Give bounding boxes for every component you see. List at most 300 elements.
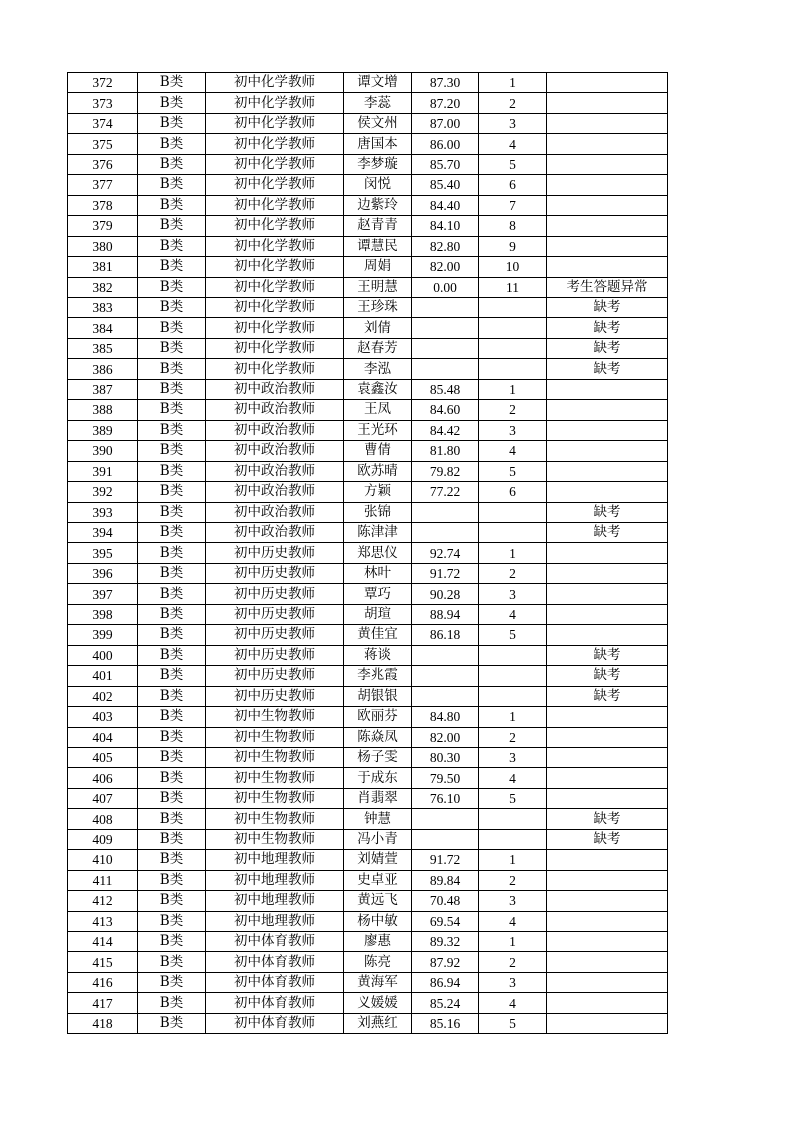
score-cell: 84.10 (412, 216, 479, 236)
category-cell: B类 (138, 604, 206, 624)
rank-cell: 8 (479, 216, 547, 236)
candidate-name-cell: 陈焱凤 (344, 727, 412, 747)
rank-cell: 5 (479, 1013, 547, 1033)
position-cell: 初中体育教师 (206, 952, 344, 972)
candidate-name-cell: 王明慧 (344, 277, 412, 297)
category-cell: B类 (138, 216, 206, 236)
score-cell (412, 318, 479, 338)
category-cell: B类 (138, 563, 206, 583)
score-cell: 85.16 (412, 1013, 479, 1033)
position-cell: 初中生物教师 (206, 707, 344, 727)
serial-number-cell: 407 (68, 788, 138, 808)
serial-number-cell: 402 (68, 686, 138, 706)
table-row (68, 461, 668, 481)
position-cell: 初中政治教师 (206, 522, 344, 542)
category-cell: B类 (138, 952, 206, 972)
serial-number-cell: 417 (68, 993, 138, 1013)
candidate-name-cell: 史卓亚 (344, 870, 412, 890)
rank-cell: 5 (479, 154, 547, 174)
category-cell: B类 (138, 788, 206, 808)
serial-number-cell: 412 (68, 891, 138, 911)
score-cell: 91.72 (412, 563, 479, 583)
remark-cell (547, 768, 668, 788)
score-cell: 85.48 (412, 379, 479, 399)
table-row (68, 870, 668, 890)
score-cell: 85.24 (412, 993, 479, 1013)
category-cell: B类 (138, 461, 206, 481)
serial-number-cell: 405 (68, 747, 138, 767)
candidate-name-cell: 刘燕红 (344, 1013, 412, 1033)
rank-cell: 4 (479, 604, 547, 624)
remark-cell (547, 604, 668, 624)
serial-number-cell: 400 (68, 645, 138, 665)
rank-cell: 4 (479, 993, 547, 1013)
rank-cell: 7 (479, 195, 547, 215)
serial-number-cell: 394 (68, 522, 138, 542)
table-row (68, 175, 668, 195)
score-cell (412, 829, 479, 849)
candidate-name-cell: 李兆霞 (344, 666, 412, 686)
position-cell: 初中化学教师 (206, 154, 344, 174)
serial-number-cell: 374 (68, 113, 138, 133)
serial-number-cell: 415 (68, 952, 138, 972)
remark-cell (547, 870, 668, 890)
position-cell: 初中地理教师 (206, 891, 344, 911)
category-cell: B类 (138, 809, 206, 829)
serial-number-cell: 375 (68, 134, 138, 154)
table-row (68, 891, 668, 911)
score-cell: 86.18 (412, 625, 479, 645)
candidate-name-cell: 陈津津 (344, 522, 412, 542)
table-row (68, 809, 668, 829)
score-cell (412, 359, 479, 379)
candidate-name-cell: 王珍珠 (344, 297, 412, 317)
rank-cell: 2 (479, 952, 547, 972)
position-cell: 初中化学教师 (206, 93, 344, 113)
remark-cell (547, 216, 668, 236)
remark-cell (547, 788, 668, 808)
rank-cell: 3 (479, 584, 547, 604)
remark-cell: 考生答题异常 (547, 277, 668, 297)
category-cell: B类 (138, 747, 206, 767)
table-row (68, 972, 668, 992)
serial-number-cell: 388 (68, 400, 138, 420)
candidate-name-cell: 李梦璇 (344, 154, 412, 174)
category-cell: B类 (138, 993, 206, 1013)
remark-cell (547, 379, 668, 399)
rank-cell: 2 (479, 93, 547, 113)
score-cell: 87.20 (412, 93, 479, 113)
position-cell: 初中生物教师 (206, 809, 344, 829)
candidate-name-cell: 周娟 (344, 257, 412, 277)
table-row (68, 400, 668, 420)
position-cell: 初中历史教师 (206, 645, 344, 665)
serial-number-cell: 413 (68, 911, 138, 931)
category-cell: B类 (138, 379, 206, 399)
serial-number-cell: 396 (68, 563, 138, 583)
rank-cell (479, 522, 547, 542)
remark-cell: 缺考 (547, 318, 668, 338)
category-cell: B类 (138, 829, 206, 849)
table-row (68, 359, 668, 379)
candidate-name-cell: 刘婧萱 (344, 850, 412, 870)
remark-cell (547, 113, 668, 133)
table-row (68, 420, 668, 440)
position-cell: 初中地理教师 (206, 870, 344, 890)
serial-number-cell: 406 (68, 768, 138, 788)
remark-cell: 缺考 (547, 809, 668, 829)
rank-cell: 4 (479, 911, 547, 931)
rank-cell: 4 (479, 134, 547, 154)
category-cell: B类 (138, 400, 206, 420)
remark-cell (547, 993, 668, 1013)
score-cell: 80.30 (412, 747, 479, 767)
remark-cell: 缺考 (547, 829, 668, 849)
candidate-name-cell: 方颖 (344, 482, 412, 502)
candidate-name-cell: 义媛媛 (344, 993, 412, 1013)
position-cell: 初中政治教师 (206, 379, 344, 399)
score-cell (412, 809, 479, 829)
serial-number-cell: 383 (68, 297, 138, 317)
score-cell: 69.54 (412, 911, 479, 931)
rank-cell: 3 (479, 747, 547, 767)
candidate-name-cell: 胡银银 (344, 686, 412, 706)
score-cell: 82.00 (412, 727, 479, 747)
table-row (68, 134, 668, 154)
serial-number-cell: 389 (68, 420, 138, 440)
remark-cell (547, 972, 668, 992)
rank-cell (479, 829, 547, 849)
category-cell: B类 (138, 707, 206, 727)
position-cell: 初中历史教师 (206, 604, 344, 624)
position-cell: 初中化学教师 (206, 297, 344, 317)
serial-number-cell: 380 (68, 236, 138, 256)
category-cell: B类 (138, 686, 206, 706)
category-cell: B类 (138, 522, 206, 542)
remark-cell (547, 707, 668, 727)
remark-cell (547, 563, 668, 583)
table-row (68, 829, 668, 849)
rank-cell: 5 (479, 461, 547, 481)
score-cell: 86.00 (412, 134, 479, 154)
position-cell: 初中体育教师 (206, 932, 344, 952)
category-cell: B类 (138, 441, 206, 461)
candidate-name-cell: 覃巧 (344, 584, 412, 604)
candidate-name-cell: 林叶 (344, 563, 412, 583)
serial-number-cell: 376 (68, 154, 138, 174)
remark-cell (547, 1013, 668, 1033)
table-row (68, 297, 668, 317)
candidate-name-cell: 张锦 (344, 502, 412, 522)
score-cell (412, 338, 479, 358)
position-cell: 初中历史教师 (206, 666, 344, 686)
category-cell: B类 (138, 911, 206, 931)
rank-cell: 3 (479, 891, 547, 911)
serial-number-cell: 379 (68, 216, 138, 236)
position-cell: 初中地理教师 (206, 850, 344, 870)
candidate-name-cell: 黄佳宜 (344, 625, 412, 645)
remark-cell (547, 543, 668, 563)
table-row (68, 502, 668, 522)
category-cell: B类 (138, 297, 206, 317)
candidate-name-cell: 杨中敏 (344, 911, 412, 931)
table-row (68, 216, 668, 236)
candidate-name-cell: 肖翡翠 (344, 788, 412, 808)
serial-number-cell: 397 (68, 584, 138, 604)
candidate-name-cell: 蒋谈 (344, 645, 412, 665)
category-cell: B类 (138, 359, 206, 379)
score-cell: 84.80 (412, 707, 479, 727)
remark-cell (547, 257, 668, 277)
rank-cell: 1 (479, 707, 547, 727)
score-cell: 77.22 (412, 482, 479, 502)
rank-cell (479, 297, 547, 317)
rank-cell (479, 338, 547, 358)
category-cell: B类 (138, 584, 206, 604)
serial-number-cell: 403 (68, 707, 138, 727)
serial-number-cell: 404 (68, 727, 138, 747)
remark-cell (547, 625, 668, 645)
candidate-name-cell: 钟慧 (344, 809, 412, 829)
results-table (67, 72, 668, 1034)
serial-number-cell: 381 (68, 257, 138, 277)
category-cell: B类 (138, 482, 206, 502)
candidate-name-cell: 赵青青 (344, 216, 412, 236)
position-cell: 初中政治教师 (206, 400, 344, 420)
serial-number-cell: 399 (68, 625, 138, 645)
table-row (68, 747, 668, 767)
table-row (68, 338, 668, 358)
table-row (68, 379, 668, 399)
position-cell: 初中化学教师 (206, 134, 344, 154)
table-row (68, 154, 668, 174)
remark-cell (547, 461, 668, 481)
remark-cell (547, 400, 668, 420)
category-cell: B类 (138, 666, 206, 686)
position-cell: 初中政治教师 (206, 441, 344, 461)
category-cell: B类 (138, 257, 206, 277)
rank-cell: 1 (479, 932, 547, 952)
score-cell: 92.74 (412, 543, 479, 563)
serial-number-cell: 373 (68, 93, 138, 113)
rank-cell: 2 (479, 400, 547, 420)
category-cell: B类 (138, 850, 206, 870)
position-cell: 初中地理教师 (206, 911, 344, 931)
position-cell: 初中化学教师 (206, 338, 344, 358)
remark-cell (547, 911, 668, 931)
remark-cell (547, 441, 668, 461)
category-cell: B类 (138, 338, 206, 358)
candidate-name-cell: 陈亮 (344, 952, 412, 972)
table-row (68, 1013, 668, 1033)
remark-cell: 缺考 (547, 502, 668, 522)
category-cell: B类 (138, 195, 206, 215)
rank-cell (479, 359, 547, 379)
remark-cell (547, 420, 668, 440)
rank-cell: 11 (479, 277, 547, 297)
remark-cell: 缺考 (547, 686, 668, 706)
table-row (68, 952, 668, 972)
rank-cell: 9 (479, 236, 547, 256)
table-row (68, 236, 668, 256)
score-cell: 82.80 (412, 236, 479, 256)
serial-number-cell: 385 (68, 338, 138, 358)
category-cell: B类 (138, 972, 206, 992)
candidate-name-cell: 李蕊 (344, 93, 412, 113)
position-cell: 初中政治教师 (206, 420, 344, 440)
serial-number-cell: 408 (68, 809, 138, 829)
serial-number-cell: 387 (68, 379, 138, 399)
table-row (68, 666, 668, 686)
score-cell: 88.94 (412, 604, 479, 624)
table-row (68, 318, 668, 338)
remark-cell: 缺考 (547, 338, 668, 358)
position-cell: 初中生物教师 (206, 788, 344, 808)
rank-cell (479, 645, 547, 665)
score-cell (412, 522, 479, 542)
category-cell: B类 (138, 175, 206, 195)
score-cell: 81.80 (412, 441, 479, 461)
position-cell: 初中生物教师 (206, 829, 344, 849)
candidate-name-cell: 黄远飞 (344, 891, 412, 911)
remark-cell: 缺考 (547, 666, 668, 686)
category-cell: B类 (138, 73, 206, 93)
rank-cell: 3 (479, 113, 547, 133)
serial-number-cell: 391 (68, 461, 138, 481)
results-table-body (68, 73, 668, 1034)
serial-number-cell: 384 (68, 318, 138, 338)
position-cell: 初中化学教师 (206, 216, 344, 236)
serial-number-cell: 395 (68, 543, 138, 563)
category-cell: B类 (138, 154, 206, 174)
remark-cell (547, 134, 668, 154)
table-row (68, 522, 668, 542)
category-cell: B类 (138, 134, 206, 154)
candidate-name-cell: 欧丽芬 (344, 707, 412, 727)
category-cell: B类 (138, 645, 206, 665)
category-cell: B类 (138, 93, 206, 113)
score-cell: 91.72 (412, 850, 479, 870)
rank-cell: 6 (479, 175, 547, 195)
rank-cell: 1 (479, 850, 547, 870)
candidate-name-cell: 王光环 (344, 420, 412, 440)
remark-cell: 缺考 (547, 359, 668, 379)
remark-cell (547, 850, 668, 870)
serial-number-cell: 416 (68, 972, 138, 992)
remark-cell: 缺考 (547, 522, 668, 542)
table-row (68, 768, 668, 788)
serial-number-cell: 382 (68, 277, 138, 297)
category-cell: B类 (138, 420, 206, 440)
score-cell: 84.40 (412, 195, 479, 215)
position-cell: 初中化学教师 (206, 318, 344, 338)
category-cell: B类 (138, 236, 206, 256)
position-cell: 初中政治教师 (206, 461, 344, 481)
score-cell: 87.92 (412, 952, 479, 972)
score-cell (412, 297, 479, 317)
score-cell: 76.10 (412, 788, 479, 808)
table-row (68, 195, 668, 215)
serial-number-cell: 390 (68, 441, 138, 461)
candidate-name-cell: 黄海军 (344, 972, 412, 992)
category-cell: B类 (138, 891, 206, 911)
candidate-name-cell: 赵春芳 (344, 338, 412, 358)
score-cell (412, 645, 479, 665)
serial-number-cell: 392 (68, 482, 138, 502)
rank-cell (479, 502, 547, 522)
table-row (68, 788, 668, 808)
table-row (68, 993, 668, 1013)
position-cell: 初中生物教师 (206, 747, 344, 767)
remark-cell (547, 747, 668, 767)
table-row (68, 707, 668, 727)
rank-cell: 3 (479, 420, 547, 440)
table-row (68, 584, 668, 604)
score-cell: 86.94 (412, 972, 479, 992)
remark-cell (547, 932, 668, 952)
table-row (68, 441, 668, 461)
score-cell: 82.00 (412, 257, 479, 277)
table-row (68, 727, 668, 747)
category-cell: B类 (138, 318, 206, 338)
serial-number-cell: 378 (68, 195, 138, 215)
candidate-name-cell: 冯小青 (344, 829, 412, 849)
rank-cell: 4 (479, 441, 547, 461)
position-cell: 初中化学教师 (206, 175, 344, 195)
candidate-name-cell: 于成东 (344, 768, 412, 788)
position-cell: 初中政治教师 (206, 502, 344, 522)
table-row (68, 625, 668, 645)
position-cell: 初中体育教师 (206, 1013, 344, 1033)
rank-cell: 5 (479, 625, 547, 645)
serial-number-cell: 386 (68, 359, 138, 379)
score-cell: 70.48 (412, 891, 479, 911)
serial-number-cell: 410 (68, 850, 138, 870)
table-row (68, 543, 668, 563)
category-cell: B类 (138, 113, 206, 133)
candidate-name-cell: 谭文增 (344, 73, 412, 93)
remark-cell: 缺考 (547, 297, 668, 317)
candidate-name-cell: 李泓 (344, 359, 412, 379)
position-cell: 初中历史教师 (206, 584, 344, 604)
rank-cell: 1 (479, 73, 547, 93)
rank-cell: 10 (479, 257, 547, 277)
serial-number-cell: 401 (68, 666, 138, 686)
serial-number-cell: 393 (68, 502, 138, 522)
candidate-name-cell: 谭慧民 (344, 236, 412, 256)
position-cell: 初中历史教师 (206, 625, 344, 645)
remark-cell (547, 952, 668, 972)
rank-cell: 2 (479, 870, 547, 890)
serial-number-cell: 418 (68, 1013, 138, 1033)
score-cell (412, 666, 479, 686)
position-cell: 初中历史教师 (206, 543, 344, 563)
table-row (68, 645, 668, 665)
remark-cell (547, 236, 668, 256)
rank-cell (479, 318, 547, 338)
remark-cell (547, 482, 668, 502)
score-cell: 87.30 (412, 73, 479, 93)
serial-number-cell: 411 (68, 870, 138, 890)
score-cell: 84.42 (412, 420, 479, 440)
score-cell: 89.32 (412, 932, 479, 952)
position-cell: 初中化学教师 (206, 277, 344, 297)
serial-number-cell: 377 (68, 175, 138, 195)
candidate-name-cell: 胡瑄 (344, 604, 412, 624)
candidate-name-cell: 欧苏晴 (344, 461, 412, 481)
position-cell: 初中历史教师 (206, 686, 344, 706)
candidate-name-cell: 侯文州 (344, 113, 412, 133)
